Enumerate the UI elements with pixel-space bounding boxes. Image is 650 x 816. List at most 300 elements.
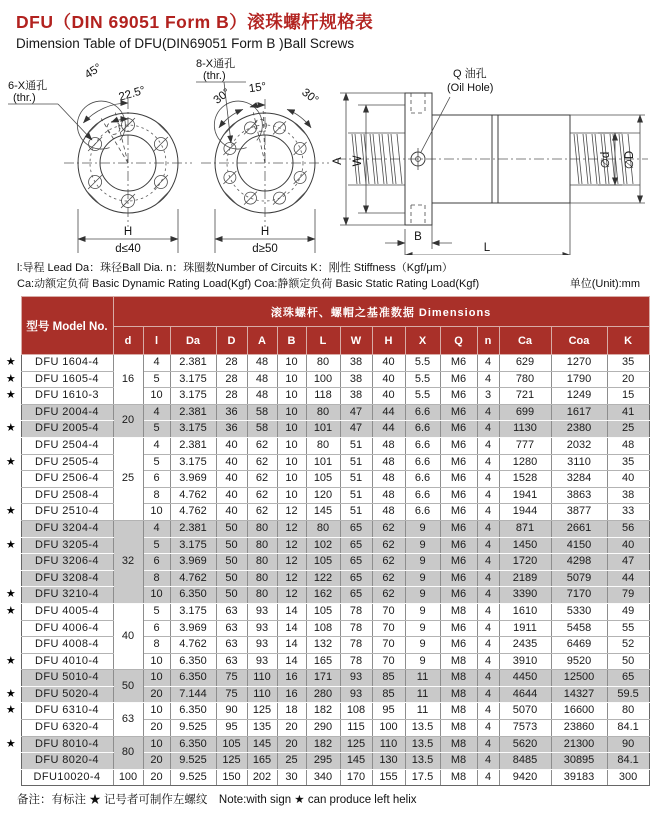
left-helix-star: ★ [1,388,21,405]
cell-l: 6 [143,620,170,637]
cell-w: 65 [340,537,372,554]
model-no: DFU 6320-4 [21,720,113,737]
cell-x: 6.6 [405,454,440,471]
dim-h-left: H [123,226,133,238]
cell-coa: 21300 [551,736,607,753]
cell-x: 6.6 [405,404,440,421]
cell-q: M6 [440,388,477,405]
cell-w: 47 [340,421,372,438]
left-helix-star: ★ [1,537,21,554]
cell-h: 85 [372,686,405,703]
cell-w: 78 [340,637,372,654]
table-row-dfu-8020-4 [1,753,649,770]
col-header-n: n [477,327,499,355]
left-helix-star: ★ [1,736,21,753]
cell-l: 80 [306,437,340,454]
cell-coa: 3863 [551,487,607,504]
cell-w: 93 [340,670,372,687]
cell-k: 55 [607,620,649,637]
col-header-da: Da [170,327,216,355]
model-no: DFU 4008-4 [21,637,113,654]
cell-x: 11 [405,703,440,720]
cell-d: 40 [216,471,247,488]
cell-l: 8 [143,637,170,654]
cell-b: 10 [277,454,306,471]
cell-n: 4 [477,537,499,554]
model-no: DFU 3208-4 [21,570,113,587]
star-placeholder [1,637,21,654]
cell-k: 48 [607,437,649,454]
cell-l: 162 [306,587,340,604]
cell-l: 120 [306,487,340,504]
cell-d: 36 [216,421,247,438]
left-helix-star: ★ [1,587,21,604]
cell-q: M6 [440,537,477,554]
cell-x: 11 [405,670,440,687]
cell-l: 105 [306,554,340,571]
model-no: DFU 5020-4 [21,686,113,703]
table-row-dfu-1605-4 [1,371,649,388]
model-no: DFU 2508-4 [21,487,113,504]
star-placeholder [1,570,21,587]
cell-k: 79 [607,587,649,604]
cell-w: 78 [340,620,372,637]
cell-k: 15 [607,388,649,405]
dim-h-right: H [260,226,270,238]
page-subtitle: Dimension Table of DFU(DIN69051 Form B )Ball Screws [16,36,355,51]
cell-da: 3.175 [170,388,216,405]
cell-n: 4 [477,603,499,620]
cell-b: 14 [277,620,306,637]
cell-b: 12 [277,587,306,604]
d-group-value: 20 [113,404,143,437]
d-group-value: 100 [113,769,143,786]
cell-w: 65 [340,520,372,537]
cell-coa: 1617 [551,404,607,421]
cell-x: 11 [405,686,440,703]
col-header-coa: Coa [551,327,607,355]
cell-h: 62 [372,554,405,571]
cell-w: 65 [340,587,372,604]
model-no: DFU 3206-4 [21,554,113,571]
cell-l: 108 [306,620,340,637]
cell-w: 108 [340,703,372,720]
cell-x: 5.5 [405,355,440,372]
cell-x: 9 [405,603,440,620]
table-row-dfu-1610-3 [1,388,649,405]
dim-d40: d≤40 [115,243,141,255]
d-group-value: 50 [113,670,143,703]
cell-b: 20 [277,720,306,737]
cell-l: 4 [143,355,170,372]
cell-h: 155 [372,769,405,786]
cell-x: 6.6 [405,471,440,488]
table-row-dfu-6310-4 [1,703,649,720]
col-header-h: H [372,327,405,355]
cell-n: 4 [477,520,499,537]
cell-da: 2.381 [170,437,216,454]
cell-h: 70 [372,620,405,637]
angle-22-5-label: 22.5° [117,84,147,104]
cell-b: 10 [277,471,306,488]
left-helix-star: ★ [1,603,21,620]
d-group-value: 80 [113,736,143,769]
cell-k: 38 [607,487,649,504]
model-no: DFU 2506-4 [21,471,113,488]
cell-ca: 3390 [499,587,551,604]
cell-coa: 1249 [551,388,607,405]
cell-da: 6.350 [170,703,216,720]
cell-n: 4 [477,371,499,388]
cell-n: 4 [477,570,499,587]
model-no: DFU 5010-4 [21,670,113,687]
cell-l: 10 [143,388,170,405]
cell-d: 36 [216,404,247,421]
cell-d: 40 [216,454,247,471]
cell-d: 50 [216,537,247,554]
cell-da: 3.175 [170,454,216,471]
cell-n: 3 [477,388,499,405]
col-header-w: W [340,327,372,355]
cell-a: 48 [247,388,277,405]
cell-ca: 780 [499,371,551,388]
cell-n: 4 [477,686,499,703]
cell-n: 4 [477,454,499,471]
cell-da: 3.969 [170,554,216,571]
cell-h: 48 [372,454,405,471]
cell-coa: 3284 [551,471,607,488]
cell-b: 18 [277,703,306,720]
cell-d: 50 [216,587,247,604]
cell-k: 35 [607,355,649,372]
cell-coa: 5079 [551,570,607,587]
cell-coa: 2032 [551,437,607,454]
cell-da: 3.175 [170,537,216,554]
cell-q: M6 [440,637,477,654]
cell-ca: 699 [499,404,551,421]
cell-a: 62 [247,487,277,504]
cell-q: M6 [440,404,477,421]
cell-d: 63 [216,603,247,620]
legend-line2: Ca:动额定负荷 Basic Dynamic Rating Load(Kgf) Coa:静额定负荷 Basic Static Rating Load(Kgf) [17,277,480,290]
cell-q: M6 [440,570,477,587]
cell-b: 10 [277,421,306,438]
cell-l: 101 [306,421,340,438]
model-no: DFU 6310-4 [21,703,113,720]
cell-ca: 871 [499,520,551,537]
page-title: DFU（DIN 69051 Form B）滚珠螺杆规格表 [16,12,374,32]
model-no: DFU 4005-4 [21,603,113,620]
model-no: DFU 1604-4 [21,355,113,372]
cell-da: 2.381 [170,404,216,421]
flange-front-view-8-holes [196,56,329,255]
cell-a: 110 [247,686,277,703]
table-row-dfu-3210-4 [1,587,649,604]
cell-b: 16 [277,686,306,703]
left-helix-star: ★ [1,504,21,521]
cell-ca: 1944 [499,504,551,521]
cell-l: 5 [143,603,170,620]
model-no: DFU10020-4 [21,769,113,786]
col-header-d: D [216,327,247,355]
cell-k: 52 [607,637,649,654]
cell-ca: 2189 [499,570,551,587]
left-helix-star: ★ [1,653,21,670]
table-row-dfu-3204-4 [1,520,649,537]
cell-l: 4 [143,437,170,454]
dim-a: A [332,157,344,165]
dim-l: L [483,242,491,254]
cell-l: 10 [143,736,170,753]
ball-screw-drawing [0,55,650,255]
cell-ca: 777 [499,437,551,454]
cell-da: 4.762 [170,504,216,521]
col-header-b: B [277,327,306,355]
flange-front-view-6-holes [8,62,192,255]
d-group-value: 25 [113,437,143,520]
col-header-q: Q [440,327,477,355]
cell-k: 40 [607,471,649,488]
cell-b: 10 [277,487,306,504]
cell-x: 13.5 [405,753,440,770]
cell-b: 14 [277,637,306,654]
cell-a: 110 [247,670,277,687]
cell-l: 10 [143,670,170,687]
cell-d: 63 [216,637,247,654]
cell-h: 70 [372,603,405,620]
cell-w: 51 [340,487,372,504]
cell-da: 7.144 [170,686,216,703]
cell-a: 202 [247,769,277,786]
cell-l: 20 [143,686,170,703]
cell-k: 65 [607,670,649,687]
cell-n: 4 [477,355,499,372]
cell-q: M6 [440,471,477,488]
left-helix-star: ★ [1,355,21,372]
col-header-l: l [143,327,170,355]
table-row-dfu-2505-4 [1,454,649,471]
cell-x: 5.5 [405,371,440,388]
star-placeholder [1,720,21,737]
cell-ca: 5070 [499,703,551,720]
cell-ca: 3910 [499,653,551,670]
cell-l: 102 [306,537,340,554]
cell-q: M8 [440,753,477,770]
table-row-dfu-3206-4 [1,554,649,571]
cell-l: 80 [306,520,340,537]
cell-x: 13.5 [405,736,440,753]
table-row-dfu-2004-4 [1,404,649,421]
cell-x: 9 [405,620,440,637]
cell-coa: 6469 [551,637,607,654]
cell-ca: 7573 [499,720,551,737]
cell-h: 62 [372,570,405,587]
model-no: DFU 2504-4 [21,437,113,454]
cell-q: M8 [440,769,477,786]
cell-ca: 2435 [499,637,551,654]
cell-d: 90 [216,703,247,720]
cell-x: 6.6 [405,421,440,438]
cell-a: 80 [247,520,277,537]
cell-da: 2.381 [170,355,216,372]
cell-n: 4 [477,487,499,504]
cell-k: 84.1 [607,720,649,737]
cell-a: 93 [247,603,277,620]
cell-l: 105 [306,471,340,488]
cell-b: 12 [277,554,306,571]
cell-x: 9 [405,520,440,537]
cell-w: 38 [340,388,372,405]
six-hole-label: 6-X通孔 [8,80,48,92]
col-header-ca: Ca [499,327,551,355]
cell-l: 340 [306,769,340,786]
dim-d-small: ∅d [600,151,612,169]
cell-ca: 1450 [499,537,551,554]
table-row-dfu10020-4 [1,769,649,786]
cell-x: 9 [405,554,440,571]
cell-q: M6 [440,587,477,604]
cell-l: 20 [143,769,170,786]
cell-a: 125 [247,703,277,720]
cell-l: 145 [306,504,340,521]
cell-d: 40 [216,504,247,521]
cell-n: 4 [477,703,499,720]
cell-l: 80 [306,355,340,372]
cell-l: 290 [306,720,340,737]
cell-ca: 1941 [499,487,551,504]
cell-ca: 1610 [499,603,551,620]
cell-a: 62 [247,454,277,471]
cell-h: 48 [372,471,405,488]
phantom-hole [107,121,120,134]
cell-k: 84.1 [607,753,649,770]
model-no: DFU 4010-4 [21,653,113,670]
cell-n: 4 [477,437,499,454]
cell-w: 145 [340,753,372,770]
cell-b: 14 [277,603,306,620]
cell-n: 4 [477,769,499,786]
cell-d: 28 [216,371,247,388]
cell-l: 20 [143,720,170,737]
cell-a: 93 [247,653,277,670]
cell-l: 105 [306,603,340,620]
cell-d: 95 [216,720,247,737]
angle-15-label: 15° [248,80,268,96]
cell-b: 10 [277,437,306,454]
cell-h: 40 [372,371,405,388]
cell-l: 10 [143,653,170,670]
table-row-dfu-3205-4 [1,537,649,554]
cell-da: 6.350 [170,653,216,670]
cell-q: M8 [440,686,477,703]
cell-n: 4 [477,753,499,770]
cell-q: M8 [440,603,477,620]
col-header-x: X [405,327,440,355]
angle-30-left-label: 30° [211,86,233,107]
col-header-k: K [607,327,649,355]
cell-n: 4 [477,421,499,438]
cell-k: 41 [607,404,649,421]
cell-n: 4 [477,554,499,571]
cell-n: 4 [477,471,499,488]
cell-a: 62 [247,504,277,521]
star-placeholder [1,769,21,786]
star-placeholder [1,670,21,687]
cell-w: 47 [340,404,372,421]
cell-a: 62 [247,471,277,488]
cell-x: 5.5 [405,388,440,405]
cell-da: 3.969 [170,620,216,637]
header-group-row [1,297,649,327]
cell-k: 35 [607,454,649,471]
cell-da: 4.762 [170,637,216,654]
cell-q: M6 [440,620,477,637]
cell-l: 6 [143,471,170,488]
cell-k: 47 [607,554,649,571]
cell-n: 4 [477,504,499,521]
star-placeholder [1,487,21,504]
d-group-value: 63 [113,703,143,736]
cell-da: 3.175 [170,371,216,388]
left-helix-star: ★ [1,703,21,720]
cell-k: 50 [607,653,649,670]
cell-coa: 1790 [551,371,607,388]
left-helix-star: ★ [1,421,21,438]
cell-b: 30 [277,769,306,786]
cell-x: 13.5 [405,720,440,737]
model-no: DFU 8020-4 [21,753,113,770]
cell-x: 6.6 [405,487,440,504]
cell-coa: 3110 [551,454,607,471]
table-row-dfu-2510-4 [1,504,649,521]
cell-q: M6 [440,355,477,372]
cell-b: 16 [277,670,306,687]
cell-w: 115 [340,720,372,737]
table-row-dfu-2504-4 [1,437,649,454]
cell-d: 28 [216,388,247,405]
model-no: DFU 3204-4 [21,520,113,537]
cell-h: 44 [372,404,405,421]
table-row-dfu-2005-4 [1,421,649,438]
cell-k: 25 [607,421,649,438]
cell-w: 38 [340,355,372,372]
cell-l: 80 [306,404,340,421]
cell-da: 3.175 [170,421,216,438]
cell-a: 48 [247,371,277,388]
cell-ca: 629 [499,355,551,372]
cell-h: 85 [372,670,405,687]
table-row-dfu-2508-4 [1,487,649,504]
cell-coa: 14327 [551,686,607,703]
model-no: DFU 8010-4 [21,736,113,753]
cell-a: 80 [247,570,277,587]
cell-w: 78 [340,653,372,670]
table-row-dfu-1604-4 [1,355,649,372]
model-no: DFU 1610-3 [21,388,113,405]
cell-l: 10 [143,703,170,720]
model-no: DFU 2005-4 [21,421,113,438]
cell-a: 62 [247,437,277,454]
cell-da: 9.525 [170,769,216,786]
cell-w: 125 [340,736,372,753]
cell-w: 65 [340,570,372,587]
cell-ca: 9420 [499,769,551,786]
cell-l: 118 [306,388,340,405]
eight-hole-label: 8-X通孔 [196,58,236,70]
col-header-l: L [306,327,340,355]
cell-k: 20 [607,371,649,388]
cell-h: 40 [372,388,405,405]
